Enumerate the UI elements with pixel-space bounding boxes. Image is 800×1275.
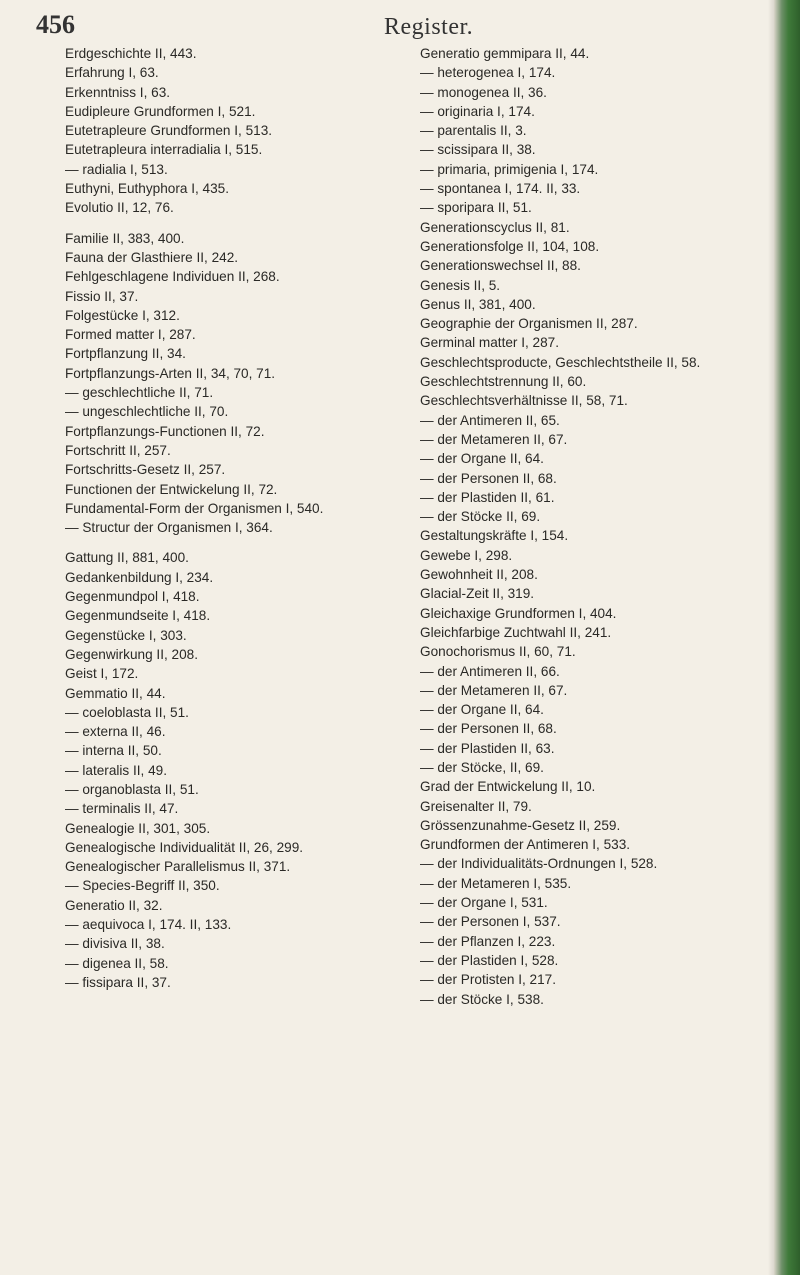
index-entry: Euthyni, Euthyphora I, 435. bbox=[65, 181, 229, 197]
index-entry: — monogenea II, 36. bbox=[420, 84, 547, 100]
index-entry: Genealogie II, 301, 305. bbox=[65, 820, 211, 836]
index-entry: — scissipara II, 38. bbox=[420, 142, 536, 158]
index-entry: Geist I, 172. bbox=[65, 666, 139, 682]
index-entry: Gegenmundseite I, 418. bbox=[65, 608, 211, 624]
index-entry: — der Personen II, 68. bbox=[420, 470, 557, 486]
index-entry: Gewebe I, 298. bbox=[420, 547, 513, 563]
index-entry: Generatio II, 32. bbox=[65, 897, 163, 913]
index-entry: Fissio II, 37. bbox=[65, 288, 139, 304]
index-entry: — der Plastiden II, 61. bbox=[420, 489, 555, 505]
index-entry: Grad der Entwickelung II, 10. bbox=[420, 779, 596, 795]
index-entry: Fehlgeschlagene Individuen II, 268. bbox=[65, 269, 280, 285]
index-entry: Erfahrung I, 63. bbox=[65, 65, 159, 81]
index-entry: Genealogische Individualität II, 26, 299. bbox=[65, 839, 304, 855]
index-entry: — ungeschlechtliche II, 70. bbox=[65, 404, 229, 420]
index-entry: Genealogischer Parallelismus II, 371. bbox=[65, 859, 291, 875]
index-entry: Fortpflanzungs-Functionen II, 72. bbox=[65, 423, 265, 439]
index-entry: — der Protisten I, 217. bbox=[420, 972, 557, 988]
index-entry: — der Metameren I, 535. bbox=[420, 875, 572, 891]
index-entry: Generationswechsel II, 88. bbox=[420, 258, 581, 274]
index-entry: Fortpflanzungs-Arten II, 34, 70, 71. bbox=[65, 365, 276, 381]
index-entry: — der Organe I, 531. bbox=[420, 895, 548, 911]
index-entry: Fortschritt II, 257. bbox=[65, 442, 171, 458]
index-entry: — der Stöcke II, 69. bbox=[420, 509, 541, 525]
index-entry: Grössenzunahme-Gesetz II, 259. bbox=[420, 817, 621, 833]
running-head: Register. bbox=[384, 14, 474, 40]
index-entry: Geschlechtstrennung II, 60. bbox=[420, 374, 587, 390]
index-entry: — der Metameren II, 67. bbox=[420, 682, 568, 698]
index-entry: Evolutio II, 12, 76. bbox=[65, 200, 174, 216]
index-column-left bbox=[65, 44, 410, 992]
index-entry: — radialia I, 513. bbox=[65, 161, 168, 177]
index-entry: — der Organe II, 64. bbox=[420, 702, 544, 718]
index-entry: — geschlechtliche II, 71. bbox=[65, 385, 214, 401]
index-entry: Gedankenbildung I, 234. bbox=[65, 569, 214, 585]
index-entry: — der Pflanzen I, 223. bbox=[420, 933, 556, 949]
index-entry: Eudipleure Grundformen I, 521. bbox=[65, 103, 256, 119]
index-entry: — der Personen II, 68. bbox=[420, 721, 557, 737]
index-entry: Gattung II, 881, 400. bbox=[65, 550, 189, 566]
index-entry: Generationsfolge II, 104, 108. bbox=[420, 238, 600, 254]
index-entry: — heterogenea I, 174. bbox=[420, 65, 556, 81]
index-entry: Eutetrapleure Grundformen I, 513. bbox=[65, 123, 273, 139]
index-entry: — fissipara II, 37. bbox=[65, 974, 171, 990]
index-entry: Formed matter I, 287. bbox=[65, 327, 196, 343]
index-entry: Greisenalter II, 79. bbox=[420, 798, 532, 814]
index-entry: — parentalis II, 3. bbox=[420, 123, 527, 139]
index-entry: — digenea II, 58. bbox=[65, 955, 169, 971]
index-entry: Fortpflanzung II, 34. bbox=[65, 346, 186, 362]
index-entry: — spontanea I, 174. II, 33. bbox=[420, 181, 581, 197]
index-entry: Gleichaxige Grundformen I, 404. bbox=[420, 605, 617, 621]
section-gap bbox=[65, 218, 410, 229]
index-entry: — Structur der Organismen I, 364. bbox=[65, 520, 273, 536]
index-entry: — der Individualitäts-Ordnungen I, 528. bbox=[420, 856, 658, 872]
index-entry: — der Personen I, 537. bbox=[420, 914, 561, 930]
index-entry: — externa II, 46. bbox=[65, 724, 166, 740]
index-entry: Eutetrapleura interradialia I, 515. bbox=[65, 142, 263, 158]
index-entry: Gewohnheit II, 208. bbox=[420, 567, 538, 583]
index-entry: Gegenstücke I, 303. bbox=[65, 627, 187, 643]
index-entry: Fauna der Glasthiere II, 242. bbox=[65, 249, 239, 265]
index-entry: Grundformen der Antimeren I, 533. bbox=[420, 837, 631, 853]
index-entry: Geographie der Organismen II, 287. bbox=[420, 316, 638, 332]
index-entry: Geschlechtsproducte, Geschlechtstheile II, 58. bbox=[420, 354, 701, 370]
index-entry: — der Antimeren II, 65. bbox=[420, 412, 560, 428]
index-entry: — sporipara II, 51. bbox=[420, 200, 532, 216]
index-entry: — coeloblasta II, 51. bbox=[65, 704, 189, 720]
index-entry: Generationscyclus II, 81. bbox=[420, 219, 570, 235]
index-entry: Germinal matter I, 287. bbox=[420, 335, 560, 351]
index-entry: — organoblasta II, 51. bbox=[65, 781, 199, 797]
index-entry: — der Antimeren II, 66. bbox=[420, 663, 560, 679]
index-entry: — der Metameren II, 67. bbox=[420, 431, 568, 447]
index-entry: Geschlechtsverhältnisse II, 58, 71. bbox=[420, 393, 628, 409]
index-entry: — der Stöcke, II, 69. bbox=[420, 759, 544, 775]
section-gap bbox=[65, 537, 410, 548]
index-entry: — interna II, 50. bbox=[65, 743, 162, 759]
index-entry: — der Organe II, 64. bbox=[420, 451, 544, 467]
index-entry: Folgestücke I, 312. bbox=[65, 307, 180, 323]
index-entry: Gleichfarbige Zuchtwahl II, 241. bbox=[420, 624, 612, 640]
index-entry: Erkenntniss I, 63. bbox=[65, 84, 171, 100]
index-entry: Gegenmundpol I, 418. bbox=[65, 589, 200, 605]
index-entry: Gegenwirkung II, 208. bbox=[65, 646, 198, 662]
page-number: 456 bbox=[36, 10, 75, 39]
index-entry: — divisiva II, 38. bbox=[65, 936, 165, 952]
index-entry: Glacial-Zeit II, 319. bbox=[420, 586, 535, 602]
page-edge-binding bbox=[774, 0, 800, 1275]
index-entry: Gemmatio II, 44. bbox=[65, 685, 166, 701]
index-entry: Genesis II, 5. bbox=[420, 277, 501, 293]
index-entry: — der Plastiden II, 63. bbox=[420, 740, 555, 756]
index-entry: — der Stöcke I, 538. bbox=[420, 991, 544, 1007]
index-entry: — primaria, primigenia I, 174. bbox=[420, 161, 599, 177]
index-entry: Gonochorismus II, 60, 71. bbox=[420, 644, 576, 660]
index-entry: — terminalis II, 47. bbox=[65, 801, 179, 817]
index-entry: — Species-Begriff II, 350. bbox=[65, 878, 220, 894]
index-entry: Familie II, 383, 400. bbox=[65, 230, 185, 246]
index-entry: Erdgeschichte II, 443. bbox=[65, 46, 197, 61]
index-column-right bbox=[420, 44, 770, 1009]
index-entry: — lateralis II, 49. bbox=[65, 762, 167, 778]
index-entry: — originaria I, 174. bbox=[420, 103, 535, 119]
index-entry: Genus II, 381, 400. bbox=[420, 296, 536, 312]
index-entry: — aequivoca I, 174. II, 133. bbox=[65, 917, 232, 933]
index-entry: — der Plastiden I, 528. bbox=[420, 952, 559, 968]
index-entry: Fundamental-Form der Organismen I, 540. bbox=[65, 500, 324, 516]
index-entry: Fortschritts-Gesetz II, 257. bbox=[65, 462, 226, 478]
index-entry: Generatio gemmipara II, 44. bbox=[420, 46, 590, 61]
index-entry: Gestaltungskräfte I, 154. bbox=[420, 528, 569, 544]
index-entry: Functionen der Entwickelung II, 72. bbox=[65, 481, 278, 497]
